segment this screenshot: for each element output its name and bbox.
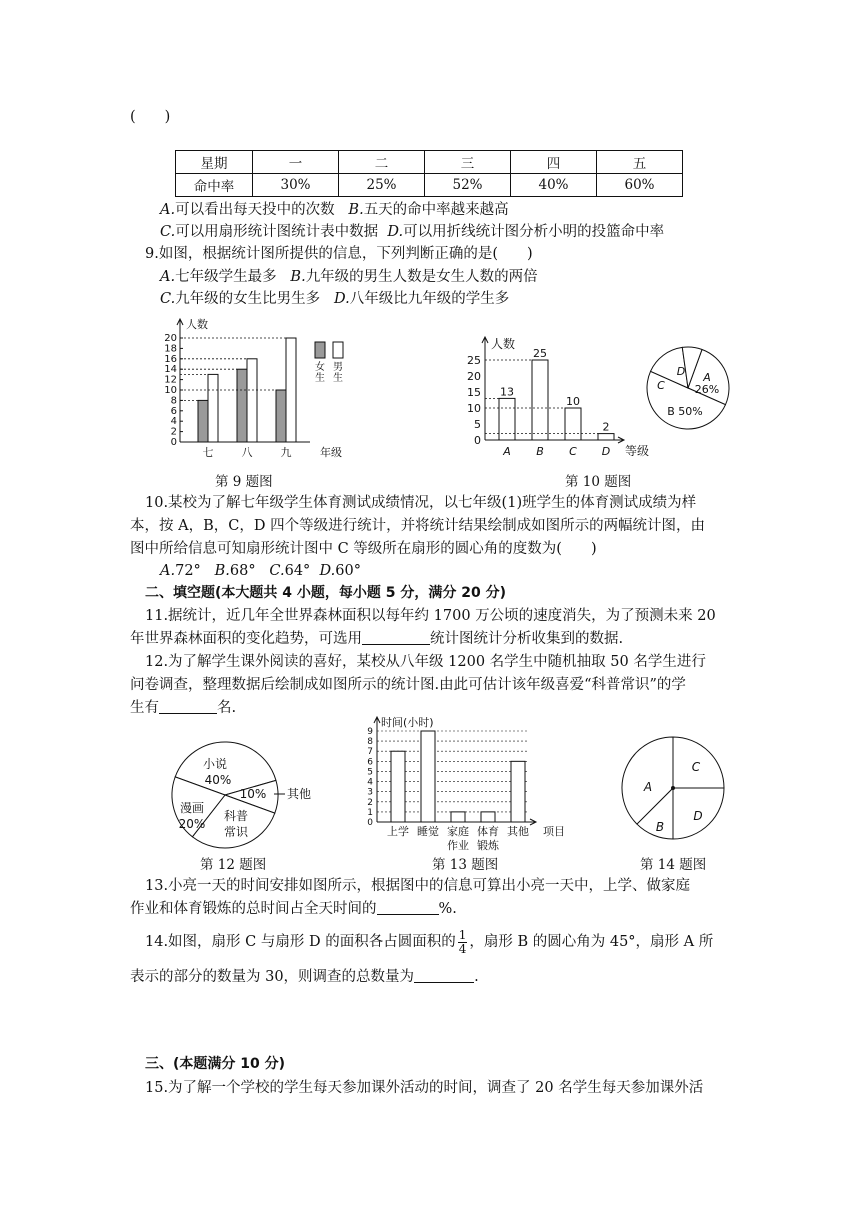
- option-text: 64°: [284, 563, 311, 579]
- table-cell: 52%: [425, 174, 511, 197]
- pie-label: B: [655, 820, 665, 834]
- legend-swatch-female: [315, 342, 325, 358]
- y-tick-label: 4: [367, 777, 373, 788]
- y-tick-label: 2: [367, 797, 373, 808]
- bar-female: [276, 390, 286, 442]
- q8-options-ab: [160, 199, 509, 221]
- y-axis-label: 人数: [491, 337, 516, 351]
- bar-male: [208, 374, 218, 442]
- bar-female: [198, 400, 208, 442]
- fraction-numerator: 1: [458, 927, 467, 942]
- section-3-heading: 三、(本题满分 10 分): [145, 1056, 286, 1072]
- x-axis-label: 等级: [625, 444, 650, 458]
- option-letter: A.: [160, 202, 176, 218]
- q11-text-b: 统计图统计分析收集到的数据.: [430, 631, 624, 647]
- y-tick-label: 3: [367, 787, 373, 798]
- q10-line1: 10.某校为了解七年级学生体育测试成绩情况，以七年级(1)班学生的体育测试成绩为样: [145, 495, 697, 511]
- y-tick-label: 0: [170, 437, 177, 448]
- option-letter: D.: [334, 291, 350, 307]
- sector-pie-chart: [620, 735, 726, 841]
- bar-female: [237, 369, 247, 442]
- option-letter: B.: [214, 563, 230, 579]
- bar-male: [247, 359, 257, 442]
- pie-label: 其他: [287, 787, 312, 801]
- x-tick-label: 家庭: [447, 825, 469, 838]
- pie-label: 常识: [223, 825, 249, 839]
- x-tick-label: 睡觉: [417, 825, 439, 838]
- y-tick-label: 16: [164, 353, 177, 365]
- table-row: [176, 174, 683, 197]
- grade-level-pie-chart: [645, 345, 731, 431]
- q14-line2: [130, 966, 479, 988]
- data-label: 13: [500, 385, 514, 399]
- q15-line1: 15.为了解一个学校的学生每天参加课外活动的时间，调查了 20 名学生每天参加课外活: [145, 1080, 704, 1096]
- pie-label: 漫画: [179, 801, 205, 815]
- grade-gender-bar-chart: [150, 314, 360, 464]
- q9-stem: 9.如图，根据统计图所提供的信息，下列判断正确的是( ): [145, 246, 533, 262]
- x-tick-label: 锻炼: [477, 839, 499, 852]
- legend-label: 生: [315, 373, 325, 384]
- pie-label: 20%: [178, 817, 206, 831]
- y-tick-label: 0: [367, 818, 373, 828]
- table-cell: 命中率: [176, 174, 253, 197]
- hit-rate-table: [175, 150, 683, 197]
- y-tick-label: 5: [367, 767, 373, 778]
- daily-time-bar-chart: [355, 714, 585, 854]
- table-cell: 三: [425, 151, 511, 174]
- y-tick-label: 8: [170, 395, 177, 407]
- q12-text-a: 生有: [130, 700, 159, 716]
- option-letter: B.: [348, 202, 364, 218]
- x-tick-label: D: [601, 445, 611, 458]
- q9-options-ab: [160, 266, 538, 288]
- fig14-caption: 第 14 题图: [640, 857, 707, 873]
- q13-text-b: %.: [438, 901, 457, 917]
- data-label: 2: [602, 420, 610, 434]
- legend-label: 女: [315, 362, 325, 373]
- option-text: 68°: [229, 563, 256, 579]
- y-tick-label: 6: [367, 757, 373, 768]
- pie-label: B 50%: [667, 405, 703, 418]
- bar: [532, 360, 548, 440]
- q14-text-a: 14.如图，扇形 C 与扇形 D 的面积各占圆面积的: [145, 934, 456, 950]
- grade-level-bar-chart: [455, 334, 655, 460]
- table-cell: 40%: [511, 174, 597, 197]
- pie-label: A: [703, 371, 711, 384]
- q14-line1: [145, 928, 713, 956]
- option-text: 八年级比九年级的学生多: [349, 291, 510, 307]
- q11-line1: 11.据统计，近几年全世界森林面积以每年约 1700 万公顷的速度消失，为了预测未来 20: [145, 608, 716, 624]
- option-text: 七年级学生最多: [175, 269, 277, 285]
- data-label: 25: [533, 347, 547, 360]
- bar: [481, 812, 495, 822]
- option-letter: B.: [290, 269, 306, 285]
- pie-label: D: [693, 809, 703, 823]
- pie-label: 40%: [204, 773, 232, 787]
- q14-text-b2: .: [474, 969, 479, 985]
- bar: [565, 408, 581, 440]
- table-cell: 二: [339, 151, 425, 174]
- option-text: 72°: [175, 563, 201, 579]
- q12-line3: [130, 697, 236, 719]
- fig12-caption: 第 12 题图: [200, 857, 267, 873]
- option-letter: A.: [160, 269, 176, 285]
- y-tick-label: 14: [164, 364, 177, 376]
- y-tick-label: 20: [164, 333, 177, 344]
- option-letter: C.: [160, 224, 176, 240]
- table-cell: 25%: [339, 174, 425, 197]
- x-axis-label: 项目: [543, 825, 565, 838]
- x-tick-label: B: [536, 445, 544, 458]
- q12-answer-blank[interactable]: [159, 699, 217, 714]
- table-cell: 四: [511, 151, 597, 174]
- y-tick-label: 6: [170, 405, 177, 417]
- fraction-denominator: 4: [458, 941, 467, 956]
- bar: [598, 434, 614, 440]
- y-axis-label: 时间(小时): [381, 716, 434, 729]
- q8-options-cd: [160, 221, 664, 243]
- x-tick-label: 其他: [507, 825, 529, 838]
- table-cell: 一: [253, 151, 339, 174]
- q14-text-b: ，扇形 B 的圆心角为 45°，扇形 A 所: [469, 934, 714, 950]
- y-tick-label: 12: [164, 374, 177, 386]
- option-text: 九年级的男生人数是女生人数的两倍: [305, 269, 538, 285]
- table-cell: 星期: [176, 151, 253, 174]
- option-text: 可以看出每天投中的次数: [175, 202, 335, 218]
- q12-text-b: 名.: [217, 700, 237, 716]
- q10-options: [160, 560, 361, 582]
- pie-label: 10%: [239, 787, 267, 801]
- y-tick-label: 4: [170, 416, 177, 428]
- table-cell: 五: [597, 151, 683, 174]
- x-axis-label: 年级: [320, 446, 342, 459]
- legend-label: 生: [333, 373, 343, 384]
- option-text: 可以用扇形统计图统计表中数据: [175, 224, 379, 240]
- y-axis-label: 人数: [186, 318, 208, 331]
- q14-text-a2: 表示的部分的数量为 30，则调查的总数量为: [130, 969, 415, 985]
- q10-line3: 图中所给信息可知扇形统计图中 C 等级所在扇形的圆心角的度数为( ): [130, 541, 597, 557]
- option-letter: D.: [319, 563, 336, 579]
- x-tick-label: 体育: [477, 825, 499, 838]
- pie-label: 科普: [223, 809, 249, 823]
- section-2-heading: 二、填空题(本大题共 4 小题，每小题 5 分，满分 20 分): [145, 585, 507, 601]
- q12-line1: 12.为了解学生课外阅读的喜好，某校从八年级 1200 名学生中随机抽取 50 名学生进行: [145, 654, 706, 670]
- pie-label: D: [676, 365, 686, 378]
- q13-answer-blank[interactable]: [377, 900, 439, 915]
- data-label: 10: [566, 395, 580, 408]
- table-cell: 60%: [597, 174, 683, 197]
- y-tick-label: 2: [170, 426, 177, 438]
- y-tick-label: 5: [474, 418, 481, 431]
- table-cell: 30%: [253, 174, 339, 197]
- q11-line2: [130, 628, 623, 650]
- fig10-caption: 第 10 题图: [565, 474, 632, 490]
- pie-center-dot: [671, 786, 675, 790]
- x-tick-label: 上学: [387, 825, 409, 838]
- bar-male: [286, 338, 296, 442]
- y-tick-label: 15: [467, 386, 481, 399]
- pie-label: A: [643, 780, 653, 794]
- y-tick-label: 0: [474, 434, 481, 447]
- option-text: 五天的命中率越来越高: [363, 202, 509, 218]
- x-tick-label: 九: [280, 446, 292, 459]
- q11-answer-blank[interactable]: [362, 630, 430, 645]
- table-row: [176, 151, 683, 174]
- bar: [511, 761, 525, 822]
- fig9-caption: 第 9 题图: [215, 474, 273, 490]
- x-tick-label: A: [503, 445, 511, 458]
- option-text: 九年级的女生比男生多: [175, 291, 321, 307]
- y-tick-label: 20: [467, 370, 481, 383]
- q12-line2: 问卷调查，整理数据后绘制成如图所示的统计图.由此可估计该年级喜爱“科普常识”的学: [130, 677, 686, 693]
- option-letter: A.: [160, 563, 176, 579]
- q14-answer-blank[interactable]: [414, 968, 474, 983]
- option-letter: C.: [269, 563, 285, 579]
- fig13-caption: 第 13 题图: [432, 857, 499, 873]
- x-tick-label: C: [569, 445, 577, 458]
- x-tick-label: 作业: [447, 839, 469, 852]
- pie-label: 26%: [694, 383, 720, 396]
- pie-label: C: [657, 379, 665, 392]
- y-tick-label: 25: [467, 354, 481, 367]
- x-tick-label: 七: [202, 446, 214, 459]
- option-letter: C.: [160, 291, 176, 307]
- q13-line1: 13.小亮一天的时间安排如图所示，根据图中的信息可算出小亮一天中，上学、做家庭: [145, 878, 691, 894]
- q13-line2: [130, 898, 457, 920]
- legend-swatch-male: [333, 342, 343, 358]
- q11-text-a: 年世界森林面积的变化趋势，可选用: [130, 631, 362, 647]
- option-text: 60°: [335, 563, 361, 579]
- y-tick-label: 7: [367, 747, 373, 758]
- bar: [421, 731, 435, 822]
- q13-text-a: 作业和体育锻炼的总时间占全天时间的: [130, 901, 377, 917]
- y-tick-label: 18: [164, 343, 177, 355]
- y-tick-label: 8: [367, 737, 373, 748]
- q8-answer-paren: ( ): [130, 109, 171, 125]
- bar: [391, 751, 405, 822]
- q10-line2: 本，按 A，B，C，D 四个等级进行统计，并将统计结果绘制成如图所示的两幅统计图，由: [130, 518, 706, 534]
- y-tick-label: 9: [367, 727, 373, 737]
- y-tick-label: 10: [164, 385, 177, 396]
- bar: [451, 812, 465, 822]
- y-tick-label: 10: [467, 402, 481, 415]
- option-text: 可以用折线统计图分析小明的投篮命中率: [403, 224, 665, 240]
- legend-label: 男: [333, 362, 343, 373]
- q9-options-cd: [160, 288, 509, 310]
- pie-label: 小说: [202, 757, 228, 771]
- fraction: [458, 929, 468, 956]
- x-tick-label: 八: [241, 446, 253, 459]
- y-tick-label: 1: [367, 807, 373, 818]
- option-letter: D.: [387, 224, 404, 240]
- reading-preference-pie-chart: [160, 740, 330, 850]
- pie-label: C: [691, 760, 701, 774]
